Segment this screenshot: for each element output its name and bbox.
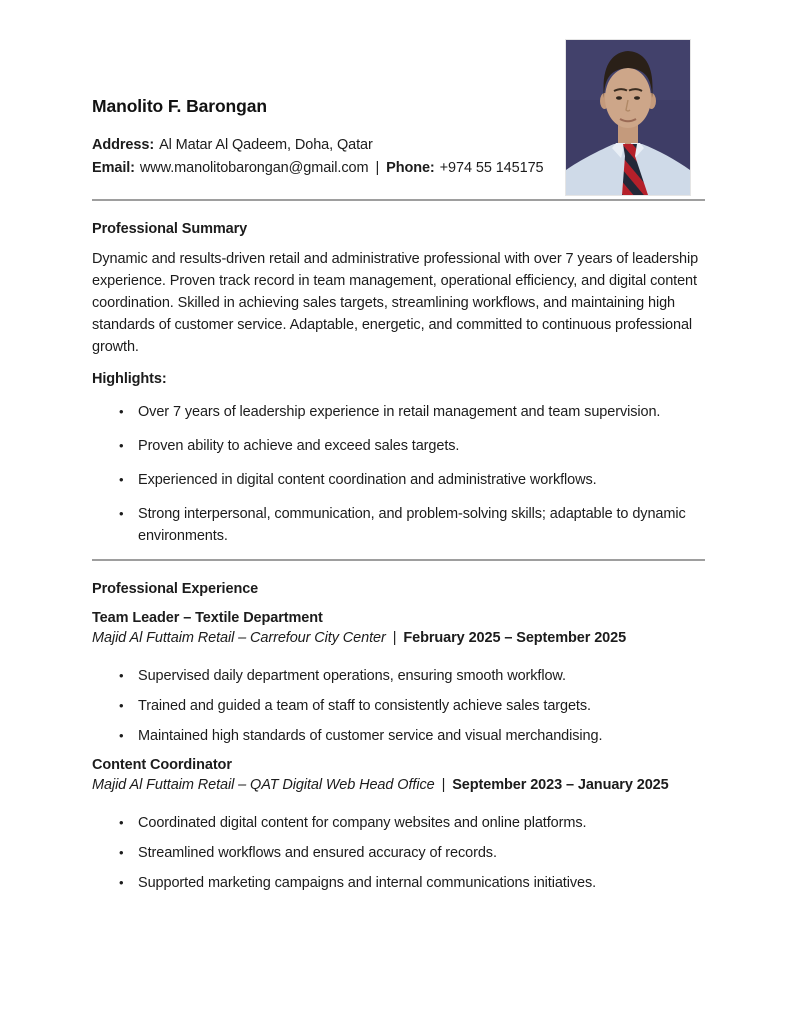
list-item-text: Proven ability to achieve and exceed sales targets. bbox=[138, 438, 460, 454]
pipe-separator: | bbox=[392, 630, 397, 646]
list-item bbox=[119, 872, 688, 894]
list-item bbox=[119, 725, 688, 747]
list-item bbox=[119, 401, 688, 423]
bullet-icon: • bbox=[119, 875, 124, 890]
list-item-text: Maintained high standards of customer service and visual merchandising. bbox=[138, 728, 603, 744]
job-entry bbox=[92, 757, 705, 894]
job-dates: February 2025 – September 2025 bbox=[403, 630, 627, 646]
job-role: Team Leader – Textile Department bbox=[92, 610, 323, 626]
list-item-text: Experienced in digital content coordination and administrative workflows. bbox=[138, 472, 597, 488]
phone-label: Phone: bbox=[386, 160, 435, 176]
highlights-title: Highlights: bbox=[92, 371, 167, 387]
list-item-text: Supervised daily department operations, ensuring smooth workflow. bbox=[138, 668, 566, 684]
address-value: Al Matar Al Qadeem, Doha, Qatar bbox=[159, 137, 373, 153]
summary-section bbox=[92, 221, 705, 547]
list-item bbox=[119, 812, 688, 834]
portrait-icon bbox=[566, 40, 690, 195]
section-divider bbox=[92, 199, 705, 201]
name-heading: Manolito F. Barongan bbox=[92, 96, 267, 116]
phone-value: +974 55 145175 bbox=[439, 160, 544, 176]
bullet-icon: • bbox=[119, 404, 124, 419]
list-item bbox=[119, 665, 688, 687]
address-label: Address: bbox=[92, 137, 155, 153]
bullet-icon: • bbox=[119, 728, 124, 743]
bullet-icon: • bbox=[119, 668, 124, 683]
bullet-icon: • bbox=[119, 472, 124, 487]
job-bullet-list bbox=[92, 812, 688, 894]
experience-title: Professional Experience bbox=[92, 581, 259, 597]
bullet-icon: • bbox=[119, 698, 124, 713]
summary-title: Professional Summary bbox=[92, 221, 248, 237]
email-value: www.manolitobarongan@gmail.com bbox=[139, 160, 369, 176]
list-item-text: Trained and guided a team of staff to consistently achieve sales targets. bbox=[138, 698, 591, 714]
profile-photo-image bbox=[566, 40, 690, 195]
email-label: Email: bbox=[92, 160, 135, 176]
bullet-icon: • bbox=[119, 506, 124, 521]
job-company: Majid Al Futtaim Retail – Carrefour City Center bbox=[92, 630, 386, 646]
summary-body: Dynamic and results-driven retail and administrative professional with over 7 years of leadership experience. Proven track record in team management, operational efficiency, and digital content coordination. Skilled in achieving sales targets, streamlining workflows, and maintaining high standards of customer service. Adaptable, energetic, and committed to continuous professional growth. bbox=[92, 251, 699, 355]
list-item bbox=[119, 435, 688, 457]
experience-section bbox=[92, 581, 705, 894]
list-item-text: Over 7 years of leadership experience in retail management and team supervision. bbox=[138, 404, 661, 420]
bullet-icon: • bbox=[119, 438, 124, 453]
bullet-icon: • bbox=[119, 815, 124, 830]
list-item bbox=[119, 469, 688, 491]
list-item bbox=[119, 842, 688, 864]
bullet-icon: • bbox=[119, 845, 124, 860]
section-divider bbox=[92, 559, 705, 561]
job-subtitle bbox=[92, 774, 705, 796]
list-item bbox=[119, 695, 688, 717]
list-item-text: Streamlined workflows and ensured accuracy of records. bbox=[138, 845, 497, 861]
job-bullet-list bbox=[92, 665, 688, 747]
job-company: Majid Al Futtaim Retail – QAT Digital Web Head Office bbox=[92, 777, 435, 793]
highlights-list bbox=[92, 401, 688, 547]
list-item-text: Supported marketing campaigns and internal communications initiatives. bbox=[138, 875, 597, 891]
job-entry bbox=[92, 610, 705, 747]
job-dates: September 2023 – January 2025 bbox=[452, 777, 669, 793]
pipe-separator: | bbox=[375, 160, 380, 176]
job-role: Content Coordinator bbox=[92, 757, 232, 773]
list-item-text: Strong interpersonal, communication, and problem-solving skills; adaptable to dynamic environments. bbox=[138, 506, 686, 544]
pipe-separator: | bbox=[441, 777, 446, 793]
job-subtitle bbox=[92, 627, 705, 649]
list-item-text: Coordinated digital content for company websites and online platforms. bbox=[138, 815, 587, 831]
list-item bbox=[119, 503, 688, 547]
